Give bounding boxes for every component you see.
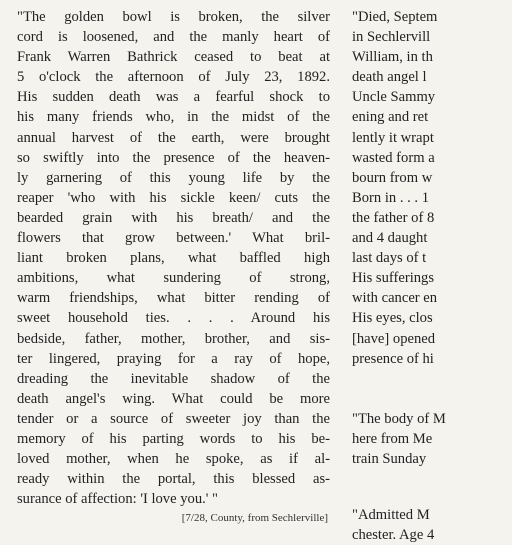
text-line: memory of his parting words to his be- xyxy=(17,430,330,447)
paragraph-gap xyxy=(352,369,512,389)
text-line: last days of t xyxy=(352,250,427,267)
text-line: death angel l xyxy=(352,69,427,86)
text-line: Born in . . . 1 xyxy=(352,189,430,206)
text-line: His sufferings xyxy=(352,270,435,287)
text-line: ter lingered, praying for a ray of hope, xyxy=(17,350,330,367)
text-line: ening and ret xyxy=(352,109,429,126)
text-line: bedside, father, mother, brother, and sis- xyxy=(17,330,330,347)
text-line: annual harvest of the earth, were brought xyxy=(17,129,330,146)
text-line: wasted form a xyxy=(352,149,435,166)
text-line: tender or a source of sweeter joy than the xyxy=(17,410,330,427)
text-line: his many friends who, in the midst of the xyxy=(17,109,330,126)
citation: [7/28, County, from Sechlerville] xyxy=(181,512,328,525)
text-line: William, in th xyxy=(352,49,433,66)
text-line: train Sunday xyxy=(352,450,427,467)
text-line: presence of hi xyxy=(352,350,434,367)
text-line: the father of 8 xyxy=(352,209,435,226)
left-column xyxy=(17,7,330,526)
text-line: here from Me xyxy=(352,430,433,447)
text-line: 5 o'clock the afternoon of July 23, 1892. xyxy=(17,69,330,86)
text-line: warm friendships, what bitter rending of xyxy=(17,290,330,307)
text-line: bourn from w xyxy=(352,169,433,186)
paragraph-gap xyxy=(352,389,512,409)
text-line: ly garnering of this young life by the xyxy=(17,169,330,186)
text-line: [have] opened xyxy=(352,330,436,347)
text-line: chester. Age 4 xyxy=(352,527,435,544)
text-line: bearded grain with his breath/ and the xyxy=(17,209,330,226)
text-line: Uncle Sammy xyxy=(352,89,436,106)
text-line: reaper 'who with his sickle keen/ cuts the xyxy=(17,189,330,206)
text-line: flowers that grow between.' What bril- xyxy=(17,230,330,247)
text-line: with cancer en xyxy=(352,290,438,307)
text-line: "The golden bowl is broken, the silver xyxy=(17,9,330,25)
text-line: His sudden death was a fearful shock to xyxy=(17,89,330,106)
text-line: death angel's wing. What could be more xyxy=(17,390,330,407)
paragraph-gap xyxy=(352,487,512,505)
text-line: sweet household ties. . . . Around his xyxy=(17,310,330,327)
text-line: so swiftly into the presence of the heaven- xyxy=(17,149,330,166)
text-line: "Admitted M xyxy=(352,506,430,523)
text-line: dreading the inevitable shadow of the xyxy=(17,370,330,387)
text-line: lently it wrapt xyxy=(352,129,434,146)
text-line: in Sechlervill xyxy=(352,29,431,46)
text-line: cord is loosened, and the manly heart of xyxy=(17,29,330,46)
text-line: liant broken plans, what baffled high xyxy=(17,250,330,267)
text-line: surance of affection: 'I love you.' " xyxy=(17,491,218,508)
paragraph-gap xyxy=(352,469,512,487)
text-line: "Died, Septem xyxy=(352,9,438,25)
text-line: loved mother, when he spoke, as if al- xyxy=(17,451,330,468)
right-column xyxy=(352,7,512,545)
text-line: His eyes, clos xyxy=(352,310,433,327)
text-line: ready within the portal, this blessed as- xyxy=(17,471,330,488)
text-line: ambitions, what sundering of strong, xyxy=(17,270,330,287)
text-line: and 4 daught xyxy=(352,230,428,247)
text-line: "The body of M xyxy=(352,410,446,427)
text-line: Frank Warren Bathrick ceased to beat at xyxy=(17,49,330,66)
